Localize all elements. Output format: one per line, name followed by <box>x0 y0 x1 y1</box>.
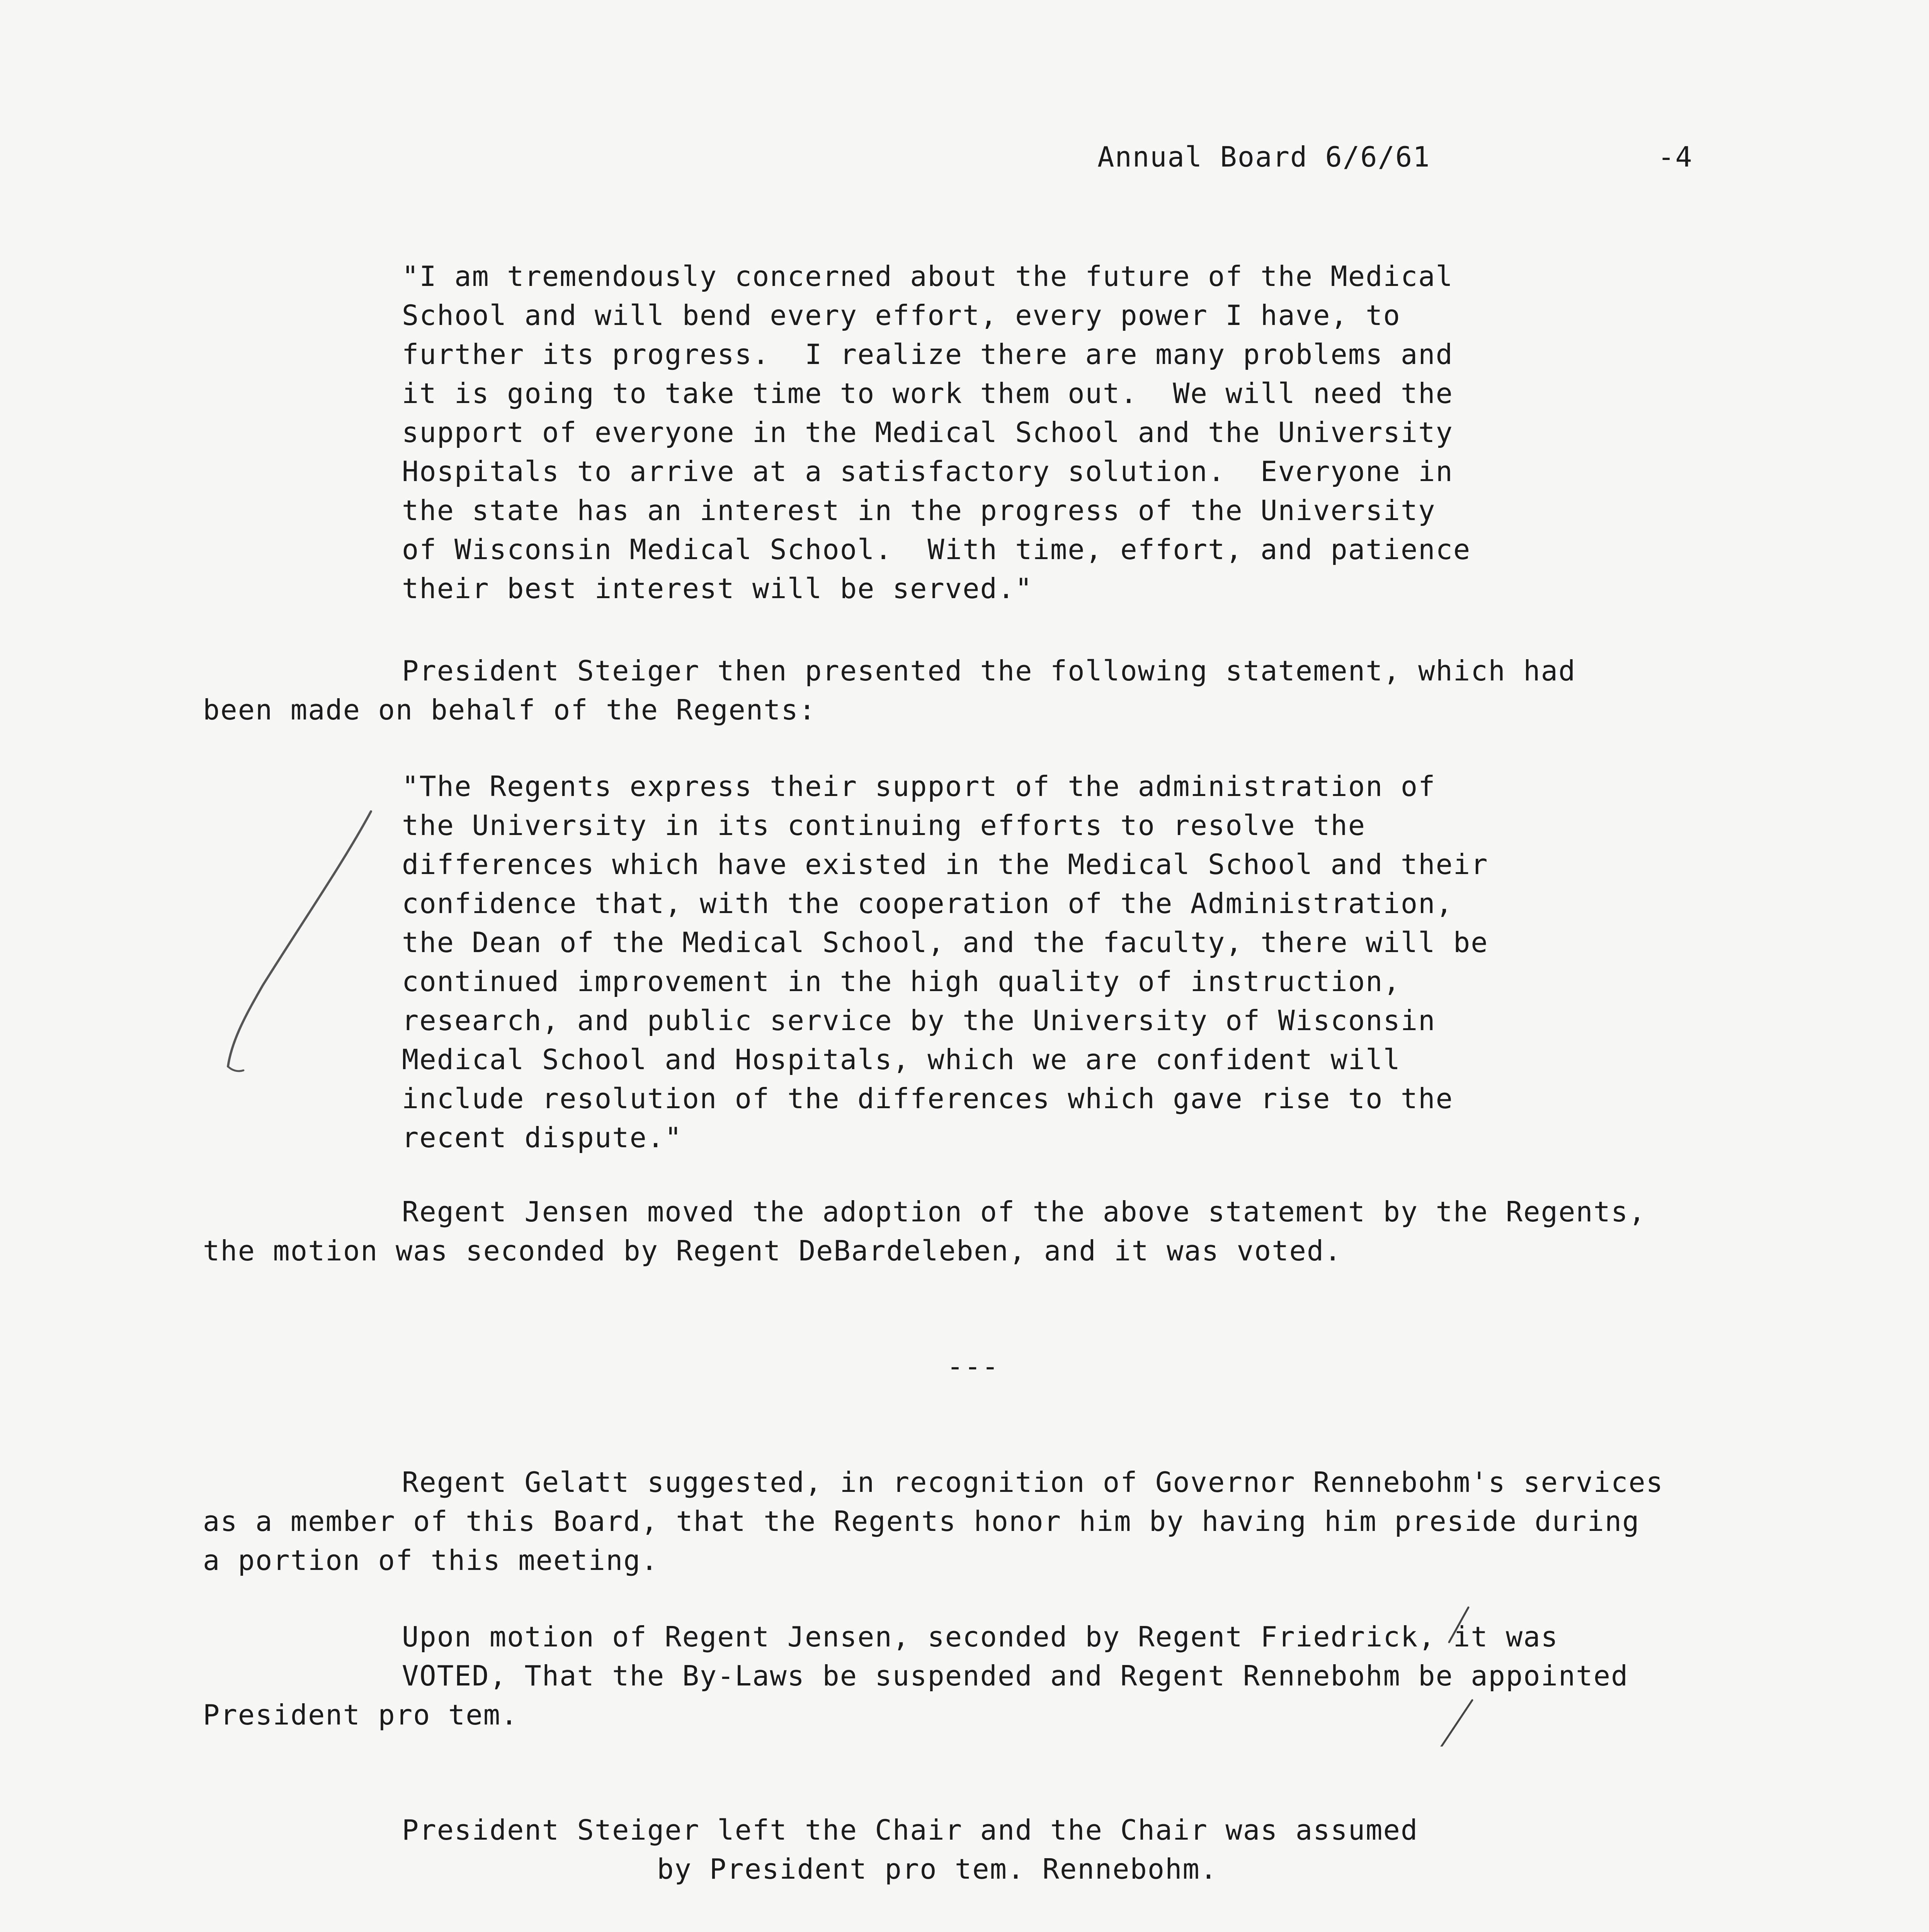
quote-line: further its progress. I realize there are many problems and <box>402 338 1453 371</box>
header-page-ref: -4 <box>1658 141 1693 173</box>
margin-pencil-mark <box>216 804 379 1074</box>
quote-line: the University in its continuing efforts to resolve the <box>402 809 1366 842</box>
quote-line: "I am tremendously concerned about the future of the Medical <box>402 260 1453 293</box>
para-gelatt-line-1: Regent Gelatt suggested, in recognition of Governor Rennebohm's services <box>402 1466 1664 1498</box>
para-gelatt-line-2: as a member of this Board, that the Regents honor him by having him preside during <box>203 1505 1640 1537</box>
para-motion-line-2: VOTED, That the By-Laws be suspended and Regent Rennebohm be appointed <box>402 1660 1629 1692</box>
para-jensen-line-1: Regent Jensen moved the adoption of the above statement by the Regents, <box>402 1196 1646 1228</box>
quote-line: research, and public service by the University of Wisconsin <box>402 1004 1436 1037</box>
chair-change-line-1: President Steiger left the Chair and the Chair was assumed <box>402 1814 1419 1846</box>
para-gelatt-line-3: a portion of this meeting. <box>203 1544 659 1577</box>
quote-line: Medical School and Hospitals, which we are confident will <box>402 1043 1401 1076</box>
quote-line: support of everyone in the Medical School and the University <box>402 416 1453 449</box>
quote-line: it is going to take time to work them out. We will need the <box>402 377 1453 410</box>
quote-line: recent dispute." <box>402 1121 682 1154</box>
quote-regents-statement <box>402 767 1488 1157</box>
quote-line: confidence that, with the cooperation of the Administration, <box>402 887 1453 920</box>
quote-line: Hospitals to arrive at a satisfactory solution. Everyone in <box>402 455 1453 488</box>
quote-line: differences which have existed in the Medical School and their <box>402 848 1488 881</box>
quote-line: the state has an interest in the progress of the University <box>402 494 1436 527</box>
quote-line: continued improvement in the high quality of instruction, <box>402 965 1401 998</box>
quote-line: their best interest will be served." <box>402 572 1033 605</box>
quote-line: School and will bend every effort, every power I have, to <box>402 299 1401 332</box>
para-motion-line-1: Upon motion of Regent Jensen, seconded by Regent Friedrick, it was <box>402 1621 1558 1653</box>
quote-medical-school <box>402 257 1471 608</box>
quote-line: "The Regents express their support of the administration of <box>402 770 1436 803</box>
para-motion-line-3: President pro tem. <box>203 1699 519 1731</box>
quote-line: of Wisconsin Medical School. With time, effort, and patience <box>402 533 1471 566</box>
header-title: Annual Board 6/6/61 <box>1097 141 1431 173</box>
section-separator: --- <box>947 1350 1000 1383</box>
quote-line: include resolution of the differences which gave rise to the <box>402 1082 1453 1115</box>
para-steiger-line-2: been made on behalf of the Regents: <box>203 694 817 726</box>
para-jensen-line-2: the motion was seconded by Regent DeBardeleben, and it was voted. <box>203 1235 1342 1267</box>
para-steiger-line-1: President Steiger then presented the following statement, which had <box>402 655 1576 687</box>
chair-change-line-2: by President pro tem. Rennebohm. <box>657 1853 1218 1885</box>
handwritten-correction-mark <box>1426 1600 1484 1747</box>
quote-line: the Dean of the Medical School, and the faculty, there will be <box>402 926 1488 959</box>
